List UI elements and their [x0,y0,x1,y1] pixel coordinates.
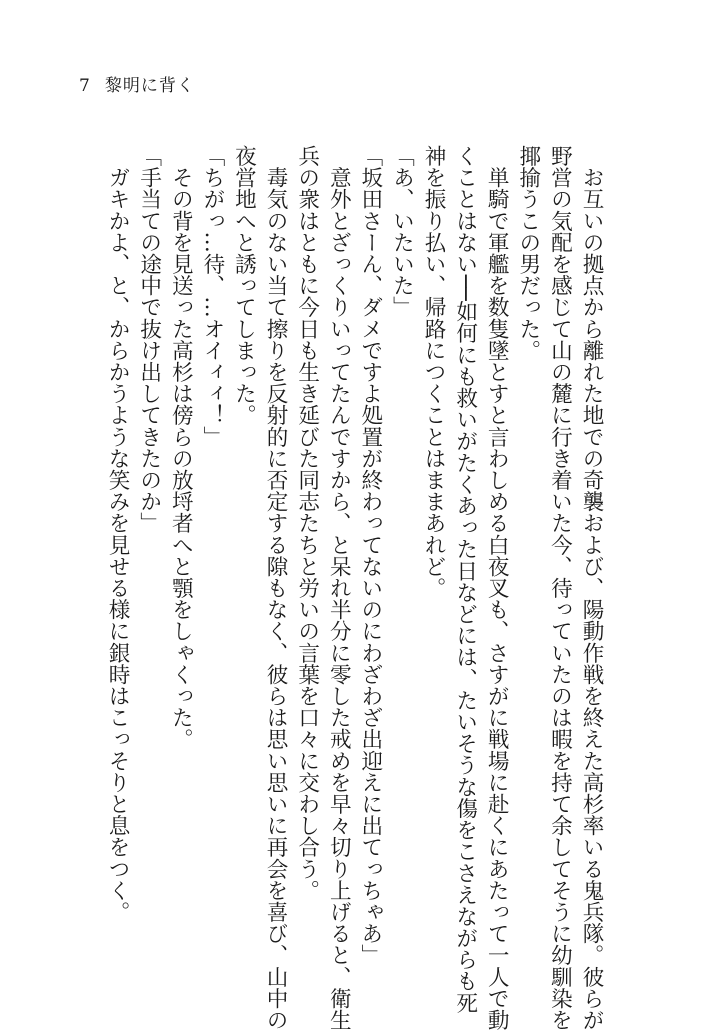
text-line-2: 野営の気配を感じて山の麓に行き着いた今、待っていたのは暇を持て余してそうに幼馴染を [547,145,573,1031]
text-line-5: くことはない──如何にも救いがたくあった日などには、たいそうな傷をこさえながらも死 [452,145,478,1014]
text-line-13: 「ちがっ…待、…オイィィ！」 [199,145,225,448]
text-line-8: 「坂田さーん、ダメですよ処置が終わってないのにわざわざ出迎えに出てっちゃあ」 [357,145,383,966]
text-line-1: お互いの拠点から離れた地での奇襲および、陽動作戦を終えた高杉率いる鬼兵隊。彼らが [579,145,604,1031]
text-line-10: 兵の衆はともに今日も生き延びた同志たちと労いの言葉を口々に交わし合う。 [294,145,320,901]
text-line-4: 単騎で軍艦を数隻墜とすと言わしめる白夜叉も、さすがに戦場に赴くにあたって一人で動 [484,145,510,1031]
text-line-15: 「手当ての途中で抜け出してきたのか」 [136,145,162,534]
text-line-16: ガキかよ、と、からかうような笑みを見せる様に銀時はこっそりと息をつく。 [105,145,131,923]
running-header [79,76,195,96]
text-line-14: その背を見送った高杉は傍らの放埒者へと顎をしゃくった。 [168,145,194,750]
text-line-7: 「あ、いたいた」 [389,145,415,318]
chapter-title: 黎明に背く [104,76,195,96]
page-number: 7 [79,76,91,96]
text-line-3: 揶揄うこの男だった。 [515,145,541,361]
vertical-text-body [102,145,608,1031]
text-line-12: 夜営地へと誘ってしまった。 [231,145,257,426]
text-line-11: 毒気のない当て擦りを反射的に否定する隙もなく、彼らは思い思いに再会を喜び、山中の [263,145,289,1031]
text-line-6: 神を振り払い、帰路につくことはままあれど。 [421,145,447,599]
text-line-9: 意外とざっくりいってたんですから、と呆れ半分に零した戒めを早々切り上げると、衛生 [326,145,352,1031]
